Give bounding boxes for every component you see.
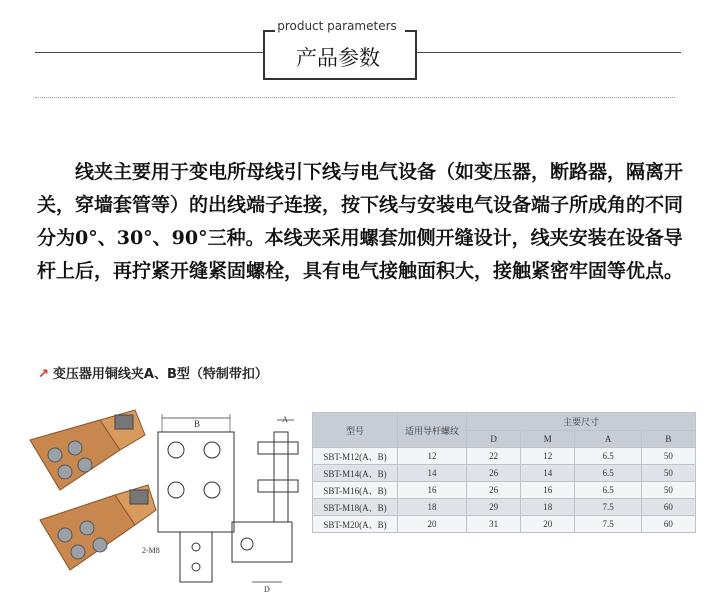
col-header-m: M — [521, 430, 575, 448]
col-header-d: D — [467, 430, 521, 448]
cell-model: SBT-M16(A、B) — [313, 482, 398, 499]
side-view-drawing — [222, 412, 312, 597]
cell-a: 6.5 — [575, 448, 641, 465]
description-paragraph: 线夹主要用于变电所母线引下线与电气设备（如变压器，断路器，隔离开关，穿墙套管等）的出线端子连接，按下线与安装电气设备端子所成角的不同分为0°、30°、90°三种。本线夹采用螺套加侧开缝设计，线夹安装在设备导杆上后，再拧紧开缝紧固螺栓，具有电气接触面积大，接触紧密牢固等优点。 — [37, 161, 684, 282]
cell-b: 50 — [641, 482, 695, 499]
cell-thread: 14 — [398, 465, 467, 482]
table-row — [313, 482, 696, 499]
cell-a: 6.5 — [575, 482, 641, 499]
cell-m: 14 — [521, 465, 575, 482]
cell-m: 12 — [521, 448, 575, 465]
clamp-lower — [40, 485, 156, 570]
cell-thread: 16 — [398, 482, 467, 499]
cell-m: 16 — [521, 482, 575, 499]
cell-d: 29 — [467, 499, 521, 516]
cell-thread: 20 — [398, 516, 467, 533]
section-title-text: 变压器用铜线夹A、B型（特制带扣） — [52, 367, 268, 382]
col-header-model: 型号 — [313, 413, 398, 448]
cell-a: 7.5 — [575, 516, 641, 533]
cell-m: 18 — [521, 499, 575, 516]
cell-model: SBT-M20(A、B) — [313, 516, 398, 533]
cell-a: 7.5 — [575, 499, 641, 516]
cell-d: 26 — [467, 482, 521, 499]
dim-label-bolt: 2-M8 — [142, 546, 160, 555]
cell-model: SBT-M14(A、B) — [313, 465, 398, 482]
header-rule-right — [413, 52, 681, 53]
cell-b: 50 — [641, 448, 695, 465]
cell-thread: 18 — [398, 499, 467, 516]
spec-table — [312, 412, 696, 546]
col-header-dimensions: 主要尺寸 — [467, 413, 696, 431]
col-header-b: B — [641, 430, 695, 448]
section-title — [38, 363, 268, 382]
cell-m: 20 — [521, 516, 575, 533]
col-header-thread: 适用导杆螺纹 — [398, 413, 467, 448]
cell-b: 60 — [641, 499, 695, 516]
table-row — [313, 465, 696, 482]
cell-b: 60 — [641, 516, 695, 533]
header-subtitle: product parameters — [277, 19, 397, 33]
col-header-a: A — [575, 430, 641, 448]
cell-thread: 12 — [398, 448, 467, 465]
dim-label-a: A — [282, 415, 288, 424]
cell-model: SBT-M12(A、B) — [313, 448, 398, 465]
product-photo — [20, 400, 160, 590]
cell-d: 26 — [467, 465, 521, 482]
page-title: 产品参数 — [296, 46, 380, 70]
cell-d: 31 — [467, 516, 521, 533]
cell-b: 50 — [641, 465, 695, 482]
cell-a: 6.5 — [575, 465, 641, 482]
table-row — [313, 516, 696, 533]
table-row — [313, 499, 696, 516]
header-rule-left — [35, 52, 263, 53]
cell-d: 22 — [467, 448, 521, 465]
arrow-icon: ↗ — [38, 367, 49, 382]
dotted-divider — [35, 97, 675, 98]
cell-model: SBT-M18(A、B) — [313, 499, 398, 516]
dim-label-b: B — [194, 419, 201, 429]
dim-label-d: D — [264, 585, 270, 594]
table-row — [313, 448, 696, 465]
clamp-upper — [30, 410, 145, 490]
